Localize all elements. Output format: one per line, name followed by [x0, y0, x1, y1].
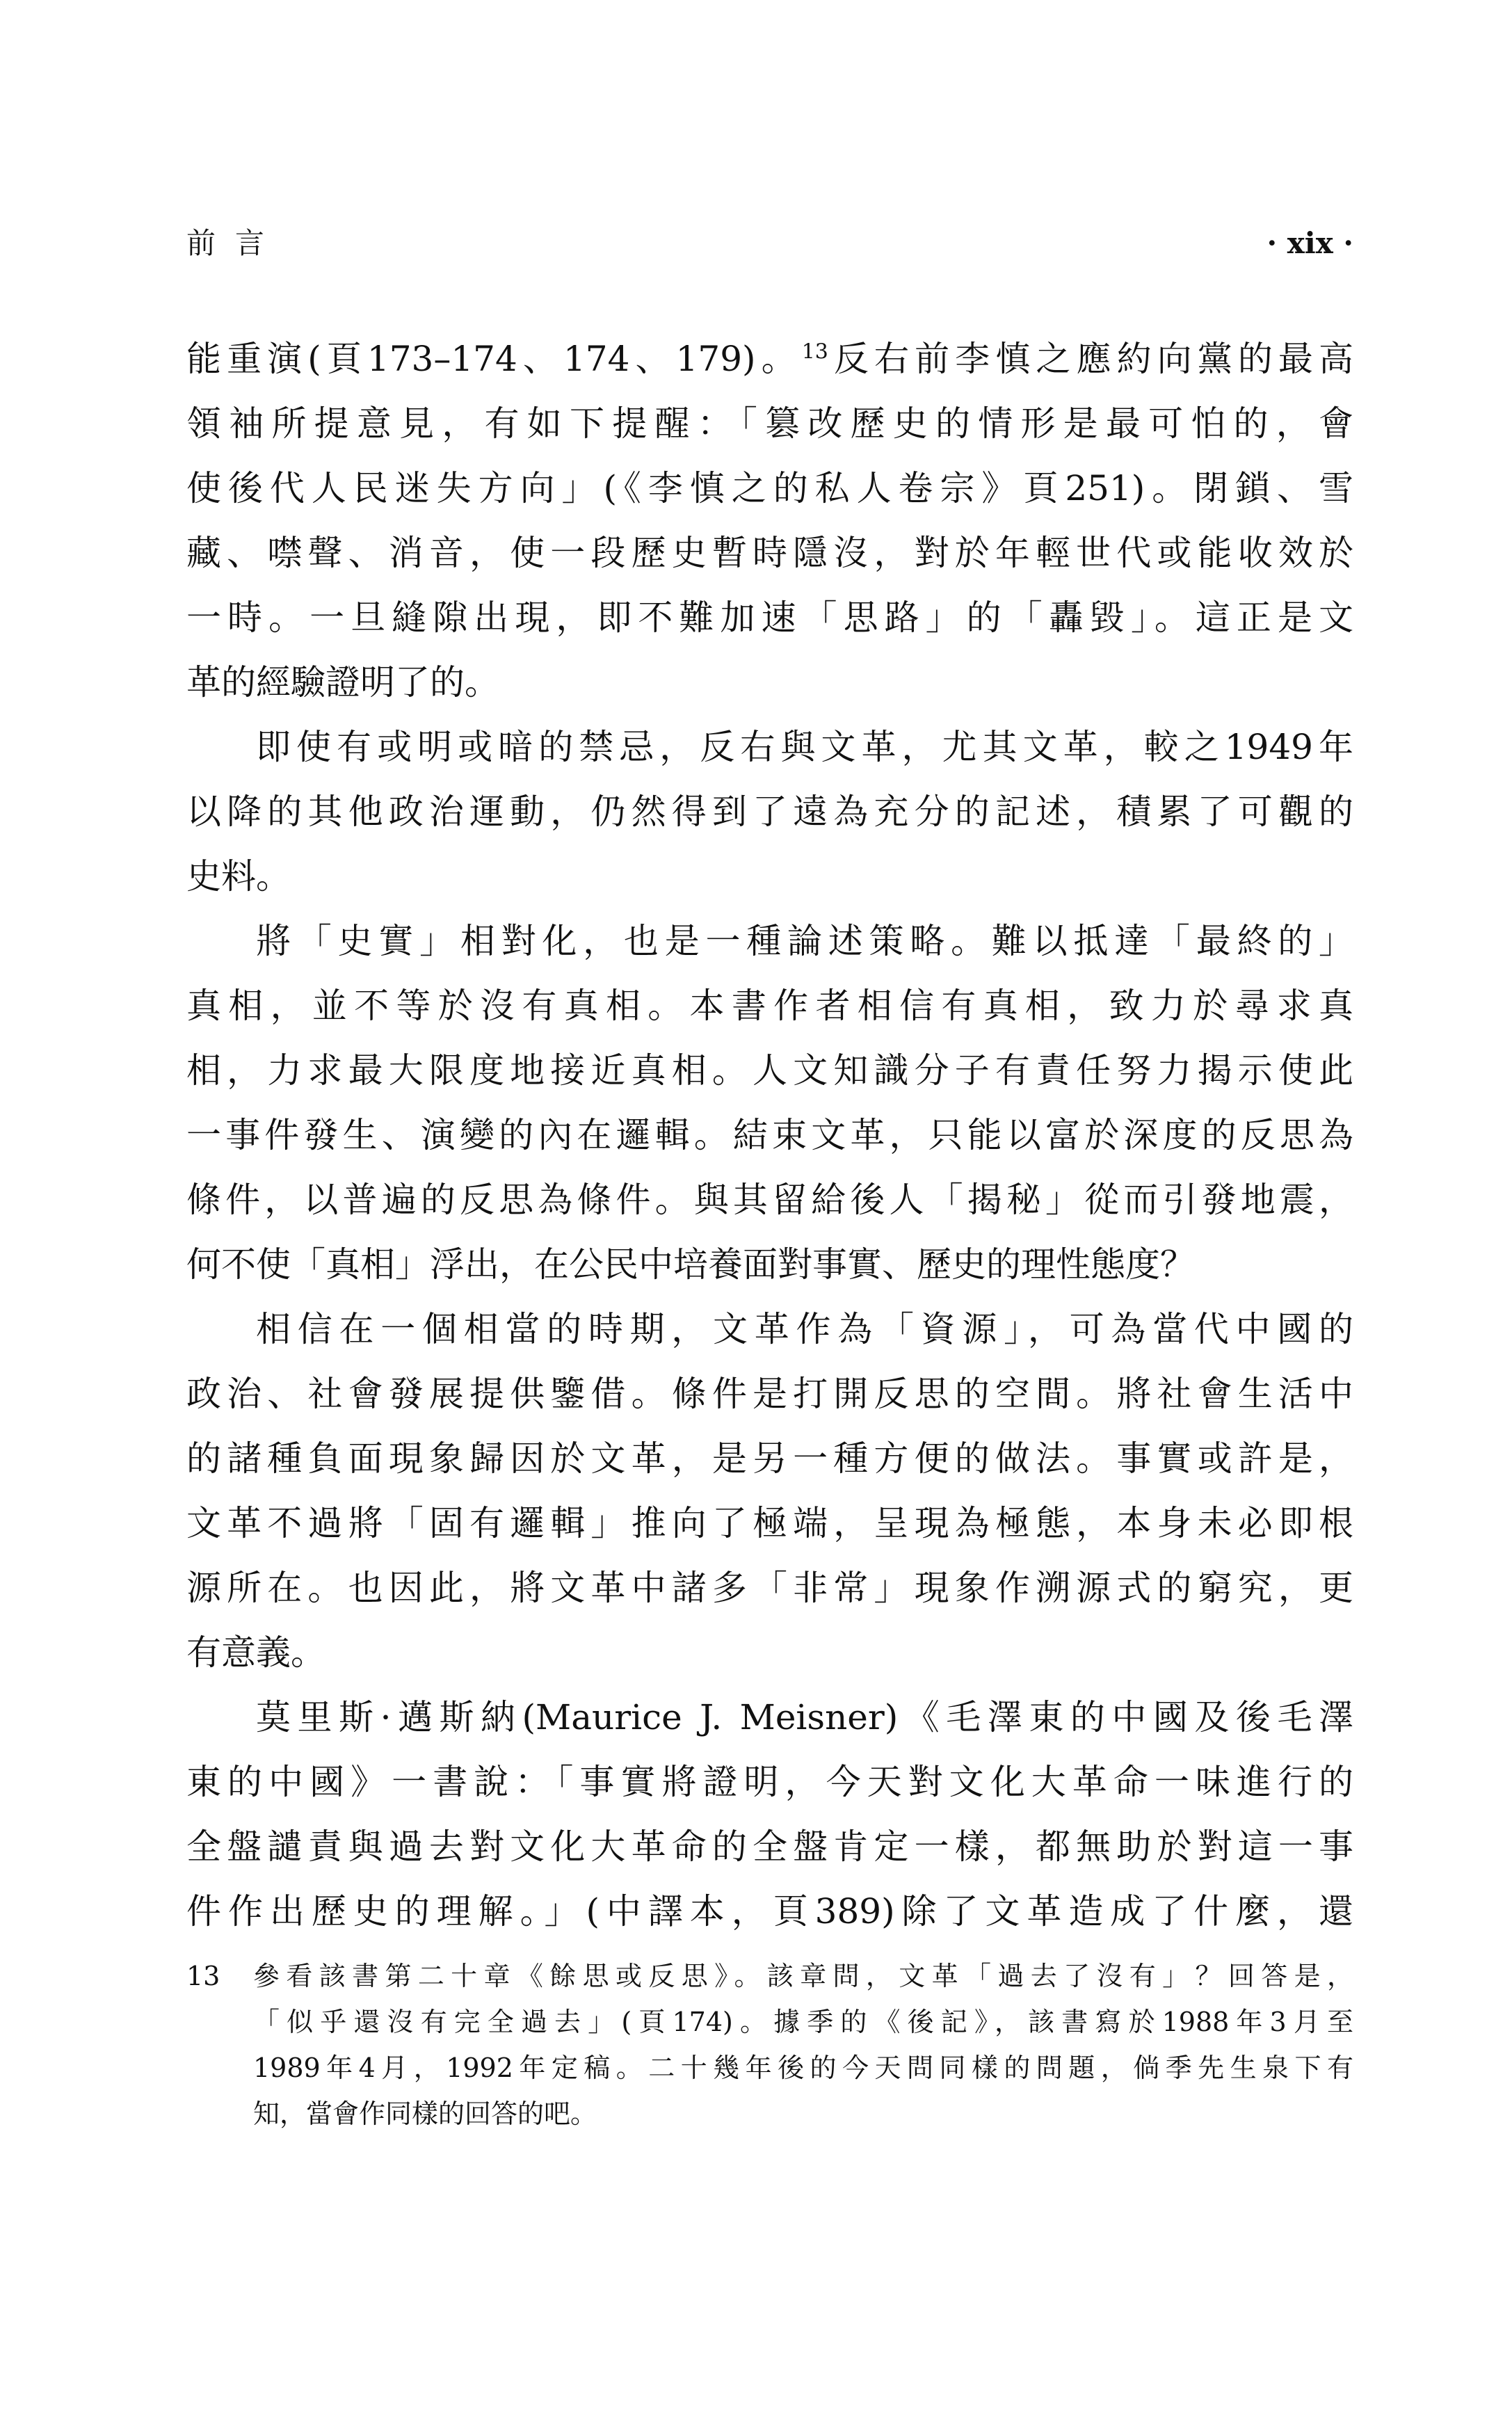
footnote-line: 知，當會作同樣的回答的吧。	[253, 2098, 597, 2129]
body-line: 相，力求最大限度地接近真相。人文知識分子有責任努力揭示使此	[186, 1050, 1353, 1091]
footnote	[186, 1953, 1353, 2137]
body-line: 源所在。也因此，將文革中諸多「非常」現象作溯源式的窮究，更	[186, 1568, 1353, 1608]
body-line: 莫里斯·邁斯納(Maurice J. Meisner)《毛澤東的中國及後毛澤	[256, 1697, 1353, 1737]
footnote-line: 「似乎還沒有完全過去」(頁174)。據季的《後記》，該書寫於1988年3月至	[253, 2007, 1353, 2037]
body-line: 政治、社會發展提供鑒借。條件是打開反思的空間。將社會生活中	[186, 1374, 1353, 1414]
body-line: 能重演(頁173–174、174、179)。$^{13}$反右前李慎之應約向黨的最高	[186, 339, 1353, 379]
footnote-line: 1989年4月，1992年定稿。二十幾年後的今天問同樣的問題，倘季先生泉下有	[253, 2053, 1353, 2083]
body-line: 條件，以普遍的反思為條件。與其留給後人「揭秘」從而引發地震，	[186, 1180, 1353, 1220]
body-line: 全盤譴責與過去對文化大革命的全盤肯定一樣，都無助於對這一事	[186, 1826, 1353, 1867]
body-text	[186, 327, 1353, 1944]
page-number: · xix ·	[1266, 226, 1353, 260]
body-line: 件作出歷史的理解。」(中譯本，頁389)除了文革造成了什麼，還	[186, 1891, 1353, 1932]
body-line: 一事件發生、演變的內在邏輯。結束文革，只能以富於深度的反思為	[186, 1115, 1353, 1155]
body-line: 以降的其他政治運動，仍然得到了遠為充分的記述，積累了可觀的	[186, 792, 1353, 832]
running-header	[186, 223, 1353, 264]
body-line: 何不使「真相」浮出，在公民中培養面對事實、歷史的理性態度？	[186, 1244, 1195, 1285]
footnote-reference[interactable]: 13	[801, 339, 828, 364]
body-line: 有意義。	[186, 1632, 325, 1673]
body-line: 史料。	[186, 856, 291, 897]
body-line: 相信在一個相當的時期，文革作為「資源」，可為當代中國的	[256, 1309, 1353, 1349]
footnote-number: 13	[186, 1961, 220, 1991]
body-line: 文革不過將「固有邏輯」推向了極端，呈現為極態，本身未必即根	[186, 1503, 1353, 1543]
body-line: 東的中國》一書說：「事實將證明，今天對文化大革命一味進行的	[186, 1762, 1353, 1802]
body-line: 即使有或明或暗的禁忌，反右與文革，尤其文革，較之1949年	[256, 727, 1353, 767]
body-line: 將「史實」相對化，也是一種論述策略。難以抵達「最終的」	[256, 921, 1353, 961]
footnotes	[186, 1953, 1353, 2137]
body-line: 藏、噤聲、消音，使一段歷史暫時隱沒，對於年輕世代或能收效於	[186, 533, 1353, 573]
body-line: 真相，並不等於沒有真相。本書作者相信有真相，致力於尋求真	[186, 986, 1353, 1026]
body-line: 領袖所提意見，有如下提醒：「篡改歷史的情形是最可怕的，會	[186, 403, 1353, 444]
footnote-line: 參看該書第二十章《餘思或反思》。該章問，文革「過去了沒有」？回答是，	[253, 1961, 1353, 1991]
body-line: 一時。一旦縫隙出現，即不難加速「思路」的「轟毀」。這正是文	[186, 597, 1353, 638]
body-line: 的諸種負面現象歸因於文革，是另一種方便的做法。事實或許是，	[186, 1438, 1353, 1479]
body-line: 使後代人民迷失方向」(《李慎之的私人卷宗》頁251)。閉鎖、雪	[186, 468, 1353, 508]
body-line: 革的經驗證明了的。	[186, 662, 499, 702]
section-title: 前言	[186, 226, 284, 260]
